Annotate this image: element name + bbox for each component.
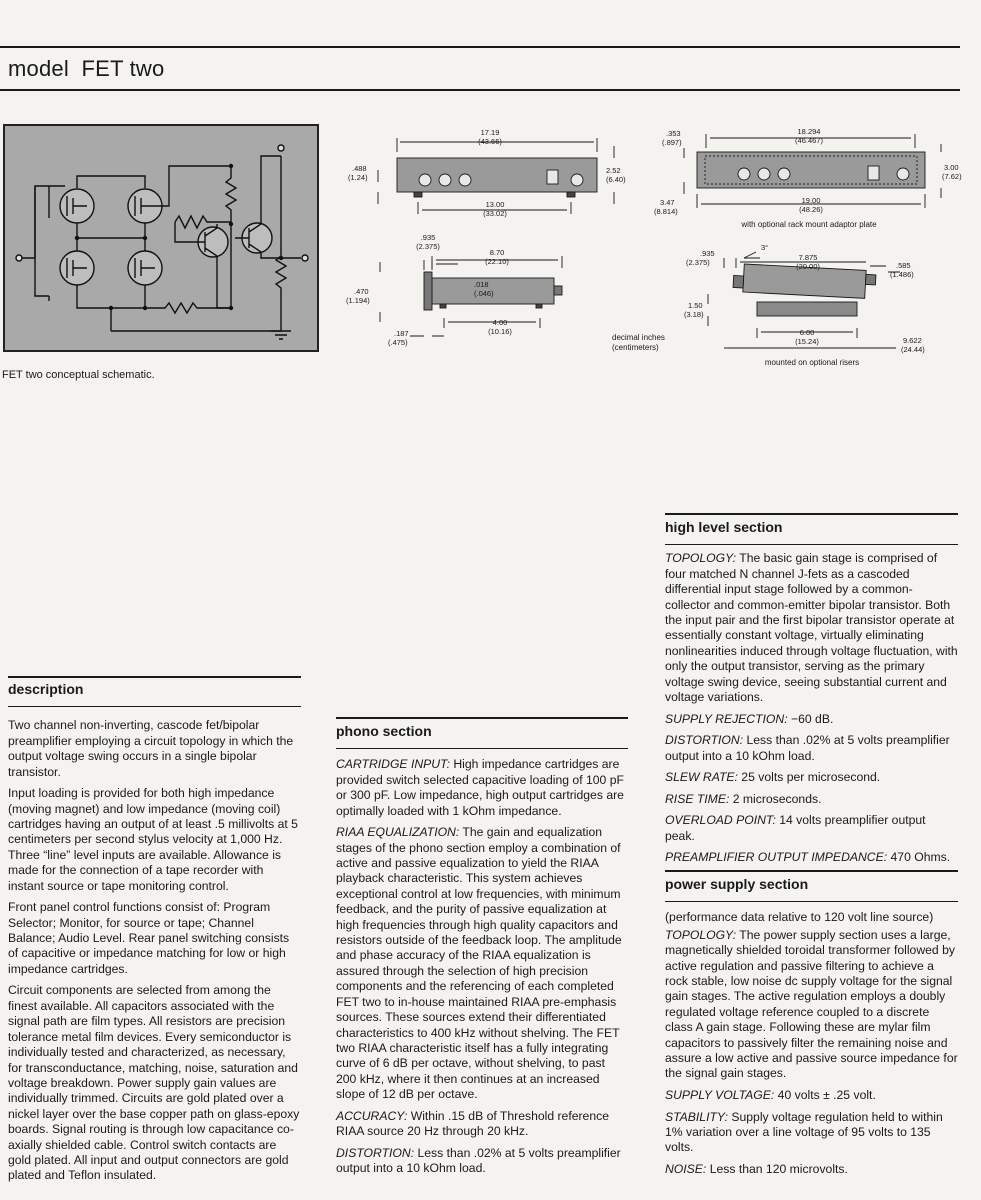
phono-item: ACCURACY: Within .15 dB of Threshold reference RIAA source 20 Hz through 20 kHz.	[336, 1108, 609, 1139]
high-level-item: RISE TIME: 2 microseconds.	[665, 791, 822, 806]
high-level-section	[665, 520, 958, 872]
power-item: NOISE: Less than 120 microvolts.	[665, 1162, 848, 1177]
rack-height-cm: (7.62)	[942, 172, 962, 181]
description-heading: description	[8, 681, 84, 697]
front-foot: .488	[352, 164, 367, 173]
side-left: .470	[354, 287, 369, 296]
description-paragraph: Front panel control functions consist of: Program Selector; Monitor, for source or tape; Channel Balance; Audio Level. Rear panel switching consists of capacitive or impedance matching for low or high impedance cartridges.	[8, 900, 290, 976]
phono-heading-rule	[336, 748, 628, 749]
phono-heading: phono section	[336, 723, 432, 739]
risers-height: 1.50	[688, 301, 703, 310]
description-top-rule	[8, 676, 301, 678]
top-rule	[0, 46, 960, 48]
high-level-item: PREAMPLIFIER OUTPUT IMPEDANCE: 470 Ohms.	[665, 850, 951, 865]
side-depth: 8.70	[489, 248, 505, 257]
description-paragraph: Input loading is provided for both high impedance (moving magnet) and low impedance (moving coil) cartridges having an output of at least .5 millivolts at 5 centimeters per second stylus velocity at 1,000 Hz. Three “line” level inputs are available. Allowance is made for the connection of a tape recorder with instant source or tape monitoring control.	[8, 786, 298, 893]
schematic-diagram	[5, 126, 317, 350]
power-top-rule	[665, 870, 958, 872]
side-left-cm: (1.194)	[346, 296, 370, 305]
rack-hole: 3.47	[660, 198, 675, 207]
side-gap-cm: (.046)	[474, 289, 494, 298]
front-height: 2.52	[606, 166, 621, 175]
title-rule	[0, 89, 960, 91]
power-heading: power supply section	[665, 876, 809, 892]
risers-rear: .585	[896, 261, 911, 270]
front-width: 17.19	[480, 128, 500, 137]
schematic-caption: FET two conceptual schematic.	[2, 369, 155, 381]
rack-ear: .353	[666, 129, 681, 138]
risers-height-cm: (3.18)	[684, 310, 704, 319]
side-gap: .018	[474, 280, 489, 289]
risers-overall: 9.622	[903, 336, 922, 345]
phono-item: DISTORTION: Less than .02% at 5 volts preamplifier output into a 10 kOhm load.	[336, 1145, 621, 1176]
description-paragraph: Circuit components are selected from among the finest available. All capacitors associated with the signal path are film types. All resistors are precision tolerance metal film devices. Every semiconductor is individually tested and characterized, as necessary, for transconductance, matching, noise, saturation and voltage breakdown. Power supply gain values are individually trimmed. Circuits are gold plated over a nickel layer over the base copper path on glass-epoxy boards. Signal routing is through low capacitance co-axially shielded cable. Control switch contacts are gold plated. All input and output connectors are gold plated and Teflon insulated.	[8, 983, 300, 1183]
high-level-item: SLEW RATE: 25 volts per microsecond.	[665, 770, 881, 785]
phono-item: CARTRIDGE INPUT: High impedance cartridges are provided switch selected capacitive loading of 100 pF or 300 pF. Low impedance, high output cartridges are optimally loaded with 1 kOhm impedance.	[336, 757, 624, 818]
high-level-heading-rule	[665, 544, 958, 545]
side-base: .187	[394, 329, 409, 338]
description-section	[8, 682, 301, 1190]
side-front-cm: (2.375)	[416, 242, 440, 251]
high-level-item: TOPOLOGY: The basic gain stage is comprised of four matched N channel J-fets as a cascoded differential input stage followed by a common-collector and common-emitter bipolar transistor. Both the input pair and the first bipolar transistor operate at essentially constant voltage, virtually eliminating nonlinearities induced through voltage fluctuation, with only the output transistor, serving as the primary voltage swing device, seeing substantial current and voltage variations.	[665, 551, 958, 705]
rack-width-cm: (46.467)	[795, 136, 823, 145]
risers-depth: 7.875	[798, 253, 818, 262]
schematic-figure	[3, 124, 319, 352]
power-section	[665, 877, 958, 1184]
phono-top-rule	[336, 717, 628, 719]
rack-overall: 19.00	[801, 196, 821, 205]
risers-rear-cm: (1.486)	[890, 270, 914, 279]
high-level-top-rule	[665, 513, 958, 515]
units-line1: decimal inches	[612, 333, 665, 342]
power-intro: (performance data relative to 120 volt line source)	[665, 910, 934, 925]
description-paragraph: Two channel non-inverting, cascode fet/bipolar preamplifier employing a circuit topology in which the output voltage swing occurs in a single bipolar transistor.	[8, 718, 294, 779]
rack-overall-cm: (48.26)	[799, 205, 823, 214]
risers-caption: mounted on optional risers	[764, 358, 860, 367]
side-foot: 4.00	[492, 318, 508, 327]
power-heading-rule	[665, 901, 958, 902]
page-title: model FET two	[8, 56, 165, 81]
risers-front-cm: (2.375)	[686, 258, 710, 267]
front-foot-cm: (1.24)	[348, 173, 368, 182]
description-heading-rule	[8, 706, 301, 707]
high-level-item: SUPPLY REJECTION: −60 dB.	[665, 711, 834, 726]
risers-base-cm: (15.24)	[795, 337, 819, 346]
front-spacing-cm: (33.02)	[483, 209, 507, 218]
power-item: TOPOLOGY: The power supply section uses a large, magnetically shielded toroidal transformer followed by active regulation and passive filtering to achieve a rock stable, low noise dc supply voltage for the signal gain stages. The active regulation employs a doubly regulated voltage reference coupled to a discrete class A gain stage. Following these are mylar film capacitors to passively filter the remaining noise and assure a low active and passive source impedance for the signal gain stages.	[665, 927, 958, 1081]
risers-base: 6.00	[799, 328, 815, 337]
rack-ear-cm: (.897)	[662, 138, 682, 147]
side-depth-cm: (22.10)	[485, 257, 509, 266]
rack-height: 3.00	[944, 163, 959, 172]
risers-overall-cm: (24.44)	[901, 345, 925, 354]
high-level-item: DISTORTION: Less than .02% at 5 volts preamplifier output into a 10 kOhm load.	[665, 733, 950, 763]
side-base-cm: (.475)	[388, 338, 408, 347]
phono-item: RIAA EQUALIZATION: The gain and equalization stages of the phono section employ a combination of active and passive equalization to yield the RIAA playback characteristic. This system achieves exceptional control at low frequencies, with minimum feedback, and the purity of passive equalization at high frequencies through high quality capacitors and resistors outside of the feedback loop. The amplitude and phase accuracy of the RIAA equalization is assured through the selection of high precision components and the referencing of each completed FET two to in-house maintained RIAA pre-emphasis sources. These sources extend their differentiated characteristics to 400 kHz without shelving. The FET two RIAA characteristic itself has a fully integrating curve of 6 dB per octave, without shelving, to past 200 kHz, where it then continues at an increased slope of 12 dB per octave.	[336, 825, 622, 1102]
rack-hole-cm: (8.814)	[654, 207, 678, 216]
front-spacing: 13.00	[485, 200, 505, 209]
units-line2: (centimeters)	[612, 343, 659, 352]
high-level-item: OVERLOAD POINT: 14 volts preamplifier output peak.	[665, 813, 926, 843]
power-item: SUPPLY VOLTAGE: 40 volts ± .25 volt.	[665, 1088, 876, 1103]
side-foot-cm: (10.16)	[488, 327, 512, 336]
rack-width: 18.294	[797, 127, 821, 136]
risers-depth-cm: (20.00)	[796, 262, 820, 271]
high-level-heading: high level section	[665, 519, 783, 535]
dimension-drawings	[340, 122, 980, 372]
front-width-cm: (43.66)	[478, 137, 502, 146]
power-item: STABILITY: Supply voltage regulation held to within 1% variation over a line voltage of 95 volts to 135 volts.	[665, 1109, 943, 1155]
risers-angle: 3°	[761, 243, 769, 252]
front-height-cm: (6.40)	[606, 175, 626, 184]
phono-section	[336, 724, 628, 1183]
side-front: .935	[420, 233, 436, 242]
risers-front: .935	[700, 249, 715, 258]
rack-caption: with optional rack mount adaptor plate	[741, 220, 877, 229]
